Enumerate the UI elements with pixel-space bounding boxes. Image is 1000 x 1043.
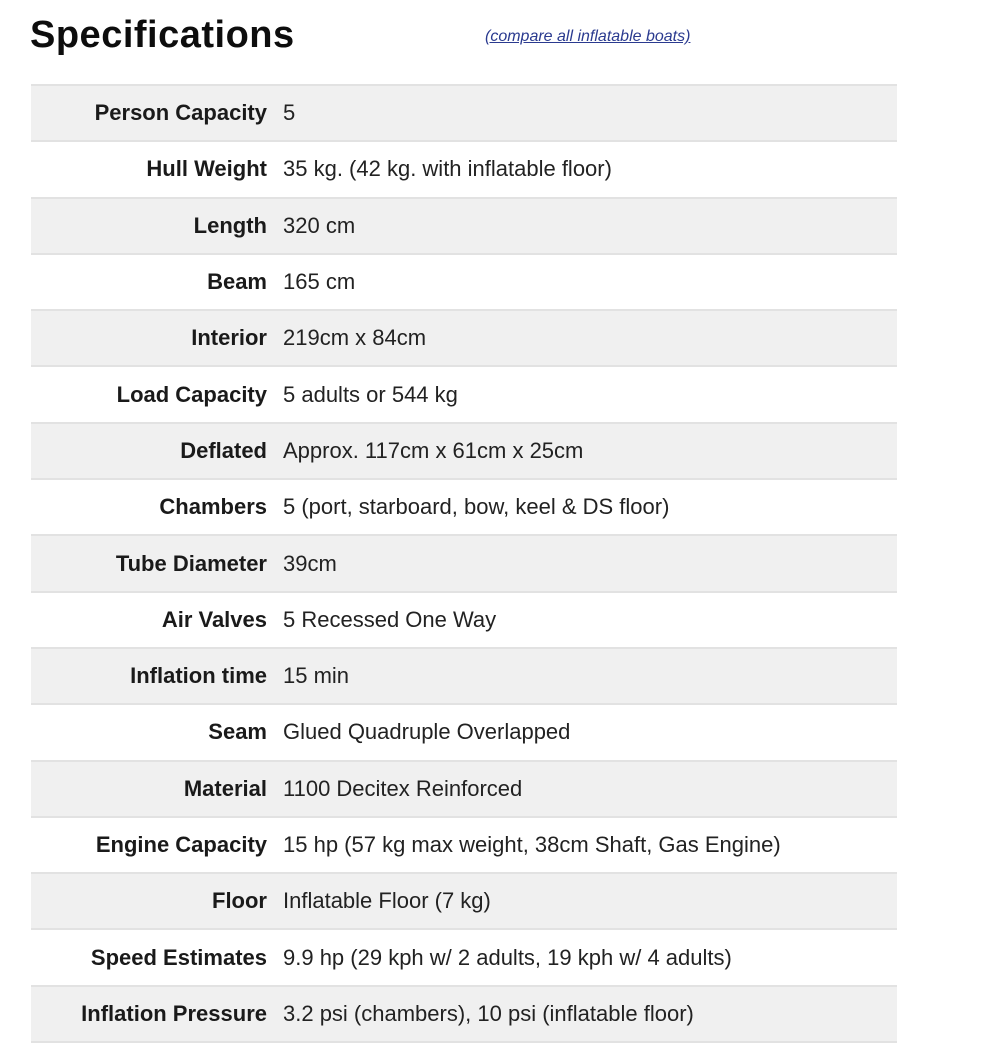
spec-value-material: 1100 Decitex Reinforced [283,761,897,817]
spec-label-beam: Beam [31,254,283,310]
spec-label-length: Length [31,198,283,254]
table-row [31,366,897,422]
spec-value-air-valves: 5 Recessed One Way [283,592,897,648]
table-row [31,648,897,704]
table-row [31,535,897,591]
spec-value-tube-diameter: 39cm [283,535,897,591]
table-row [31,141,897,197]
spec-label-deflated: Deflated [31,423,283,479]
spec-label-air-valves: Air Valves [31,592,283,648]
spec-label-interior: Interior [31,310,283,366]
table-row [31,986,897,1042]
table-row [31,254,897,310]
spec-value-interior: 219cm x 84cm [283,310,897,366]
spec-value-load-capacity: 5 adults or 544 kg [283,366,897,422]
spec-value-person-capacity: 5 [283,85,897,141]
spec-value-hull-weight: 35 kg. (42 kg. with inflatable floor) [283,141,897,197]
spec-label-seam: Seam [31,704,283,760]
table-row [31,873,897,929]
spec-value-engine-capacity: 15 hp (57 kg max weight, 38cm Shaft, Gas Engine) [283,817,897,873]
spec-value-floor: Inflatable Floor (7 kg) [283,873,897,929]
specifications-table [31,84,897,1043]
spec-label-inflation-pressure: Inflation Pressure [31,986,283,1042]
table-row [31,85,897,141]
spec-label-speed-estimates: Speed Estimates [31,929,283,985]
compare-inflatable-boats-link[interactable]: (compare all inflatable boats) [485,28,691,45]
spec-label-engine-capacity: Engine Capacity [31,817,283,873]
table-row [31,592,897,648]
spec-value-inflation-pressure: 3.2 psi (chambers), 10 psi (inflatable floor) [283,986,897,1042]
table-row [31,479,897,535]
spec-label-inflation-time: Inflation time [31,648,283,704]
spec-value-seam: Glued Quadruple Overlapped [283,704,897,760]
spec-value-length: 320 cm [283,198,897,254]
spec-label-load-capacity: Load Capacity [31,366,283,422]
spec-value-deflated: Approx. 117cm x 61cm x 25cm [283,423,897,479]
spec-value-inflation-time: 15 min [283,648,897,704]
table-row [31,704,897,760]
spec-label-material: Material [31,761,283,817]
table-row [31,198,897,254]
spec-label-tube-diameter: Tube Diameter [31,535,283,591]
table-row [31,761,897,817]
spec-value-beam: 165 cm [283,254,897,310]
table-row [31,423,897,479]
spec-label-person-capacity: Person Capacity [31,85,283,141]
page-title: Specifications [30,14,295,56]
spec-value-chambers: 5 (port, starboard, bow, keel & DS floor) [283,479,897,535]
spec-label-hull-weight: Hull Weight [31,141,283,197]
spec-label-chambers: Chambers [31,479,283,535]
spec-label-floor: Floor [31,873,283,929]
spec-value-speed-estimates: 9.9 hp (29 kph w/ 2 adults, 19 kph w/ 4 adults) [283,929,897,985]
table-row [31,929,897,985]
table-row [31,817,897,873]
specifications-header [30,10,900,70]
table-row [31,310,897,366]
